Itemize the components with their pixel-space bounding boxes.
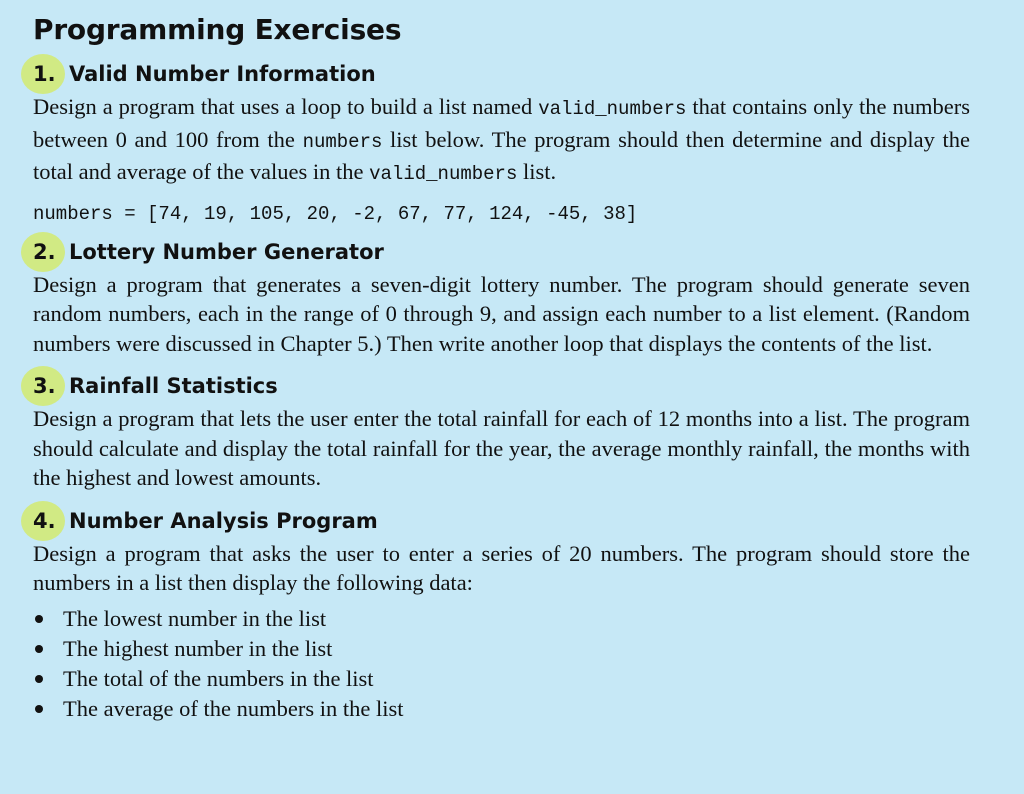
exercise-number: 1. xyxy=(33,62,56,86)
list-item: The lowest number in the list xyxy=(33,604,970,634)
exercise-description: Design a program that generates a seven-digit lottery number. The program should generate seven random numbers, each in the range of 0 through 9, and assign each number to a list element. (Random numbers were discussed in Chapter 5.) Then write another loop that displays the contents of the list. xyxy=(33,271,970,356)
exercise-title: Number Analysis Program xyxy=(69,508,378,533)
exercise-heading xyxy=(33,238,970,266)
exercise-3 xyxy=(33,372,970,493)
exercise-1 xyxy=(33,60,970,228)
exercise-heading xyxy=(33,507,970,535)
bullet-icon xyxy=(35,675,43,683)
bullet-icon xyxy=(35,615,43,623)
inline-code: valid_numbers xyxy=(369,163,518,185)
bullet-list xyxy=(33,604,970,724)
exercise-title: Lottery Number Generator xyxy=(69,239,384,264)
exercise-description: Design a program that uses a loop to build a list named valid_numbers that contains only the numbers between 0 and 100 from the numbers list below. The program should then determine and display the total and average of the values in the valid_numbers list. xyxy=(33,94,970,185)
inline-code: numbers xyxy=(302,130,383,153)
exercise-title: Rainfall Statistics xyxy=(69,374,278,398)
list-item: The average of the numbers in the list xyxy=(33,694,970,724)
list-item: The highest number in the list xyxy=(33,634,970,664)
exercise-heading xyxy=(33,60,970,88)
list-item: The total of the numbers in the list xyxy=(33,664,970,694)
exercise-number: 2. xyxy=(33,239,56,264)
exercise-title: Valid Number Information xyxy=(69,62,376,86)
code-block: numbers = [74, 19, 105, 20, -2, 67, 77, 124, -45, 38] xyxy=(33,202,638,225)
exercise-number: 4. xyxy=(33,508,56,533)
exercise-description: Design a program that asks the user to enter a series of 20 numbers. The program should store the numbers in a list then display the following data: xyxy=(33,540,970,595)
exercise-2 xyxy=(33,238,970,359)
bullet-icon xyxy=(35,705,43,713)
exercise-heading xyxy=(33,372,970,400)
exercise-description: Design a program that lets the user enter the total rainfall for each of 12 months into a list. The program should calculate and display the total rainfall for the year, the average monthly rainfall, the months with the highest and lowest amounts. xyxy=(33,406,970,490)
inline-code: valid_numbers xyxy=(538,98,687,120)
exercise-4 xyxy=(33,507,970,724)
exercise-number: 3. xyxy=(33,374,56,398)
bullet-icon xyxy=(35,645,43,653)
page-title: Programming Exercises xyxy=(33,13,402,46)
